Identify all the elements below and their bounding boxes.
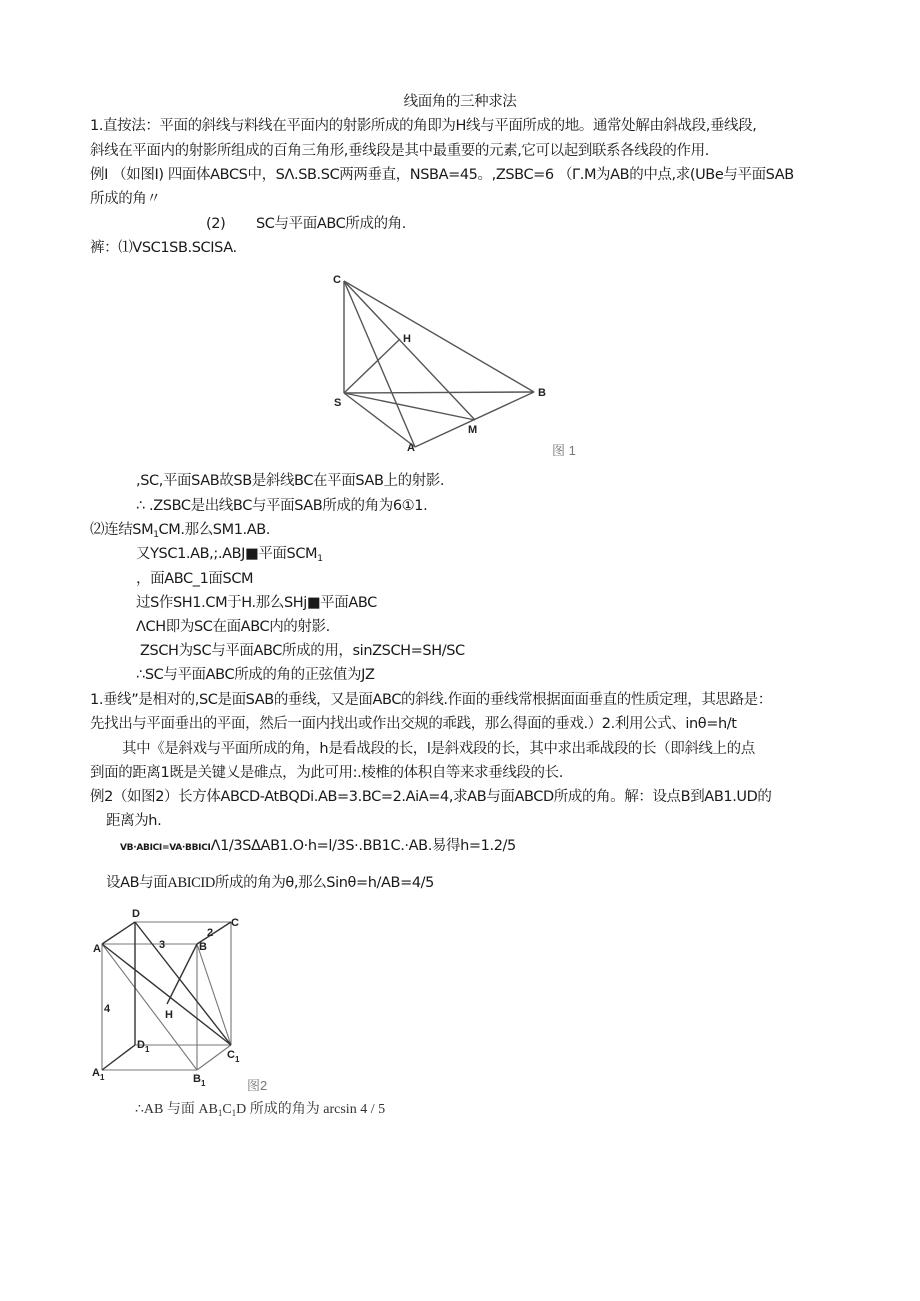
paragraph-line: 其中《是斜戏与平面所成的角，h是看战段的长，l是斜戏段的长，其中求出乖战段的长（即斜线上的点 xyxy=(122,741,755,757)
paragraph-line: 斜线在平面内的射影所组成的百角三角形,垂线段是其中最重要的元素,它可以起到联系各线段的作用. xyxy=(90,143,709,159)
solution-line: ΛCH即为SC在面ABC内的射影. xyxy=(136,619,330,635)
solution-line: ,SC,平面SAB故SB是斜线BC在平面SAB上的射影. xyxy=(136,473,445,489)
fig1-label-c: C xyxy=(333,274,341,286)
solution-line: 裤：⑴VSC1SB.SCISA. xyxy=(90,240,237,256)
solution-line: ，面ABC_1面SCM xyxy=(136,571,254,587)
paragraph-line: 到面的距离1既是关键乂是碓点，为此可用:.棱椎的体积自等来求垂线段的长. xyxy=(90,765,563,781)
question-text: SC与平面ABC所成的角. xyxy=(256,216,406,232)
fig2-label-a: A xyxy=(93,943,101,955)
fig2-label-2: 2 xyxy=(207,927,214,939)
fig1-label-a: A xyxy=(407,442,415,454)
question-number: (2) xyxy=(206,216,226,232)
fig2-label-h: H xyxy=(165,1009,173,1021)
solution-line: ZSCH为SC与平面ABC所成的用，sinZSCH=SH/SC xyxy=(140,643,465,659)
formula-line: VB·ABICI=VA·BBICIΛ1∕3SΔAB1.O·h=l/3S·.BB1C.·AB.易得h=1.2∕5 xyxy=(120,838,516,854)
fig2-label-c: C xyxy=(231,917,239,929)
document-title: 线面角的三种求法 xyxy=(403,94,517,110)
fig2-label-b: B xyxy=(199,941,207,953)
fig2-label-3: 3 xyxy=(159,939,166,951)
example2-line: 例2（如图2）长方体ABCD-AtBQDi.AB=3.BC=2.AiA=4,求AB与面ABCD所成的角。解：设点B到AB1.UD的 xyxy=(90,789,772,805)
solution-line: 过S作SH1.CM于H.那么SHj■平面ABC xyxy=(136,595,377,611)
fig2-label-4: 4 xyxy=(104,1003,111,1015)
example2-line: 距离为h. xyxy=(106,813,162,829)
solution-line: ∴SC与平面ABC所成的角的正弦值为JZ xyxy=(136,667,375,683)
fig2-label-a1: $A_1$ xyxy=(92,1067,105,1082)
paragraph-line: 1.直按法：平面的斜线与料线在平面内的射影所成的角即为H线与平面所成的地。通常处解由斜战段,垂线段, xyxy=(90,118,757,134)
figure-1-tetrahedron xyxy=(320,265,600,469)
solution-line: ⑵连结$SM_1CM$.那么SM1.AB. xyxy=(90,522,271,540)
fig1-label-b: B xyxy=(538,387,546,399)
solution-line: 又YSC1.AB,;.ABJ■平面$SCM_1$ xyxy=(136,546,323,564)
solution-line: ∴ .ZSBC是出线BC与平面SAB所成的角为6①1. xyxy=(136,498,428,514)
fig1-label-h: H xyxy=(403,333,411,345)
paragraph-line: 1.垂线”是相对的,SC是面SAB的垂线，又是面ABC的斜线.作面的垂线常根据面面垂直的性质定理，其思路是： xyxy=(90,692,772,708)
fig2-label-d: D xyxy=(132,908,140,920)
fig1-label-s: S xyxy=(334,397,342,409)
paragraph-line: 先找出与平面垂出的平面，然后一面内找出或作出交规的乖践，那么得面的垂戏.）2.利用公式、inθ=h∕t xyxy=(90,716,737,732)
example1-line: 所成的角〃 xyxy=(90,191,161,207)
fig1-label-m: M xyxy=(468,424,478,436)
example1-line: 例I （如图I) 四面体ABCS中，SΛ.SB.SC两两垂直，NSBA=45。,ZSBC=6 （Γ.M为AB的中点,求(UBe与平面SAB xyxy=(90,167,794,183)
figure-2-cuboid xyxy=(85,900,285,1104)
formula-line: 设AB与面ABICID所成的角为θ,那么Sinθ=h/AB=4/5 xyxy=(106,875,434,891)
conclusion-line: ∴AB 与面 $AB_1C_1D$ 所成的角为 arcsin 4 / 5 xyxy=(135,1102,386,1118)
fig2-label-c1: $C_1$ xyxy=(227,1049,240,1064)
fig2-caption: 图2 xyxy=(247,1078,268,1093)
fig2-label-d1: $D_1$ xyxy=(137,1039,150,1054)
fig1-caption: 图 1 xyxy=(552,443,576,458)
fig2-label-b1: $B_1$ xyxy=(193,1073,206,1088)
